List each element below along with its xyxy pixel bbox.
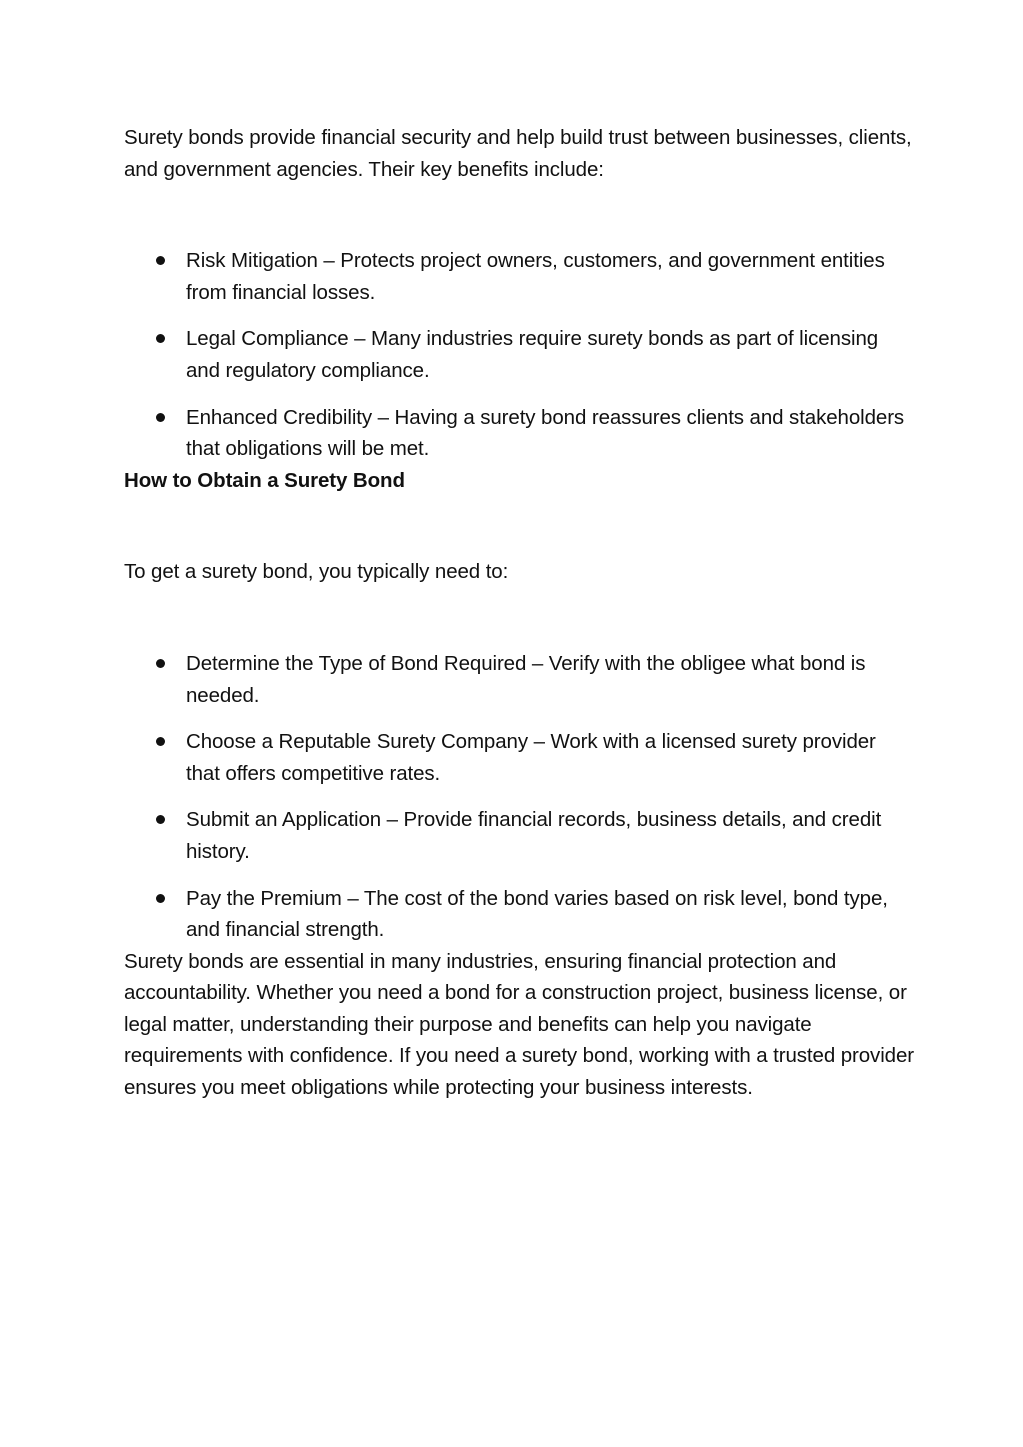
list-item-text: Legal Compliance – Many industries require surety bonds as part of licensing and regulatory compliance. [186, 327, 879, 382]
steps-list [124, 648, 914, 946]
list-item-text: Risk Mitigation – Protects project owners, customers, and government entities from financial losses. [186, 249, 885, 304]
list-item [124, 402, 914, 465]
list-item [124, 648, 914, 711]
bullet-icon [156, 894, 165, 903]
list-item [124, 726, 914, 789]
bullet-icon [156, 659, 165, 668]
bullet-icon [156, 334, 165, 343]
bullet-icon [156, 413, 165, 422]
section-heading: How to Obtain a Surety Bond [124, 468, 405, 492]
list-item-text: Pay the Premium – The cost of the bond varies based on risk level, bond type, and financial strength. [186, 886, 888, 942]
list-item-text: Choose a Reputable Surety Company – Work with a licensed surety provider that offers competitive rates. [186, 730, 876, 785]
list-item [124, 245, 914, 308]
list-item-text: Determine the Type of Bond Required – Verify with the obligee what bond is needed. [186, 651, 866, 707]
bullet-icon [156, 256, 165, 265]
bullet-icon [156, 815, 165, 824]
list-item [124, 883, 914, 946]
list-item [124, 804, 914, 867]
intro-paragraph: Surety bonds provide financial security and help build trust between businesses, clients, and government agencies. Their key benefits include: [124, 126, 912, 181]
conclusion-paragraph: Surety bonds are essential in many industries, ensuring financial protection and accountability. Whether you need a bond for a construction project, business license, or legal matter, understanding their purpose and benefits can help you navigate requirements with confidence. If you need a surety bond, working with a trusted provider ensures you meet obligations while protecting your business interests. [124, 949, 914, 1100]
list-item-text: Enhanced Credibility – Having a surety bond reassures clients and stakeholders that obligations will be met. [186, 405, 905, 461]
list-item-text: Submit an Application – Provide financial records, business details, and credit history. [186, 808, 882, 863]
document-body [124, 122, 914, 1104]
steps-lead-paragraph: To get a surety bond, you typically need to: [124, 560, 509, 584]
benefits-list [124, 245, 914, 465]
list-item [124, 323, 914, 386]
bullet-icon [156, 737, 165, 746]
